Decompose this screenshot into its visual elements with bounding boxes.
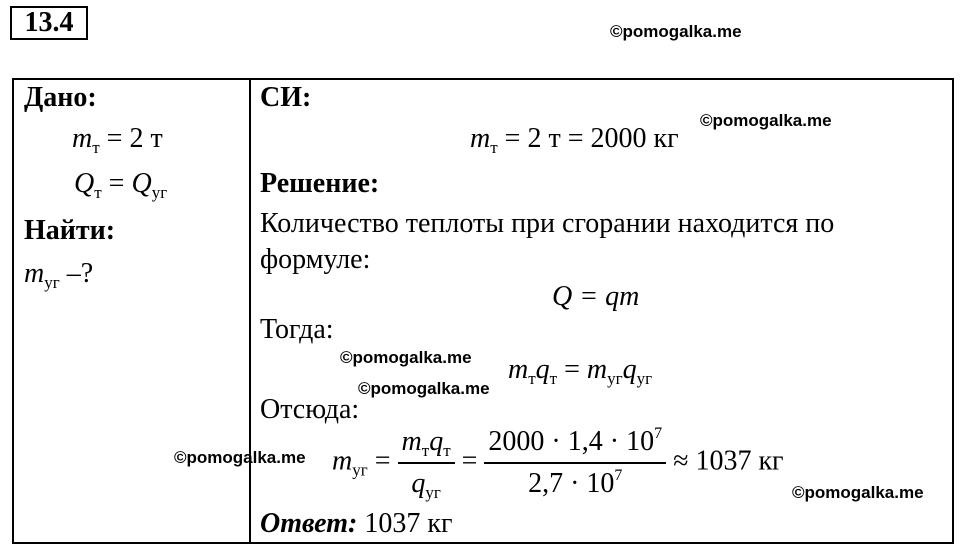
fraction-symbolic: $\frac{m_тq_т}{q_{уг}}$ (398, 422, 455, 504)
watermark: ©pomogalka.me (358, 379, 490, 398)
find-heading: Найти: (24, 215, 116, 246)
formula-heat-balance: $m_тq_т = m_{уг}q_{уг}$ (508, 354, 653, 388)
fraction-numeric: $\frac{2000 \cdot 1,4 \cdot 10^7}{2,7 \cdot 10^7}$ (484, 422, 666, 504)
solution-text-line2: формуле: (260, 244, 371, 275)
given-heat-equality: $Q_т = Q_{уг}$ (74, 168, 168, 202)
column-divider (249, 78, 251, 544)
solution-heading: Решение: (260, 168, 380, 199)
given-heading: Дано: (24, 82, 97, 113)
answer-label: Ответ: (260, 508, 358, 539)
find-item: $m_{уг}$ –? (24, 258, 94, 292)
hence-label: Отсюда: (260, 394, 360, 425)
watermark: ©pomogalka.me (610, 22, 742, 41)
si-conversion: $m_т = 2$ т = 2000 кг (470, 123, 679, 157)
then-label: Тогда: (260, 314, 334, 345)
watermark: ©pomogalka.me (174, 448, 306, 467)
watermark: ©pomogalka.me (700, 111, 832, 130)
formula-result: $m_{уг}$ = $\frac{m_тq_т}{q_{уг}}$ = $\frac{2000 \cdot 1,4 \cdot 10^7}{2,7 \cdot 10^7}$ ≈ 1037 кг (332, 422, 784, 504)
solution-text-line1: Количество теплоты при сгорании находится по (260, 208, 835, 239)
si-heading: СИ: (260, 82, 312, 113)
formula-heat: Q = qm (552, 281, 640, 312)
answer (260, 508, 452, 540)
answer-value: 1037 кг (364, 508, 453, 539)
given-mass: $m_т = 2$ т (72, 123, 163, 157)
watermark: ©pomogalka.me (340, 348, 472, 367)
problem-number: 13.4 (10, 6, 88, 40)
watermark: ©pomogalka.me (792, 483, 924, 502)
